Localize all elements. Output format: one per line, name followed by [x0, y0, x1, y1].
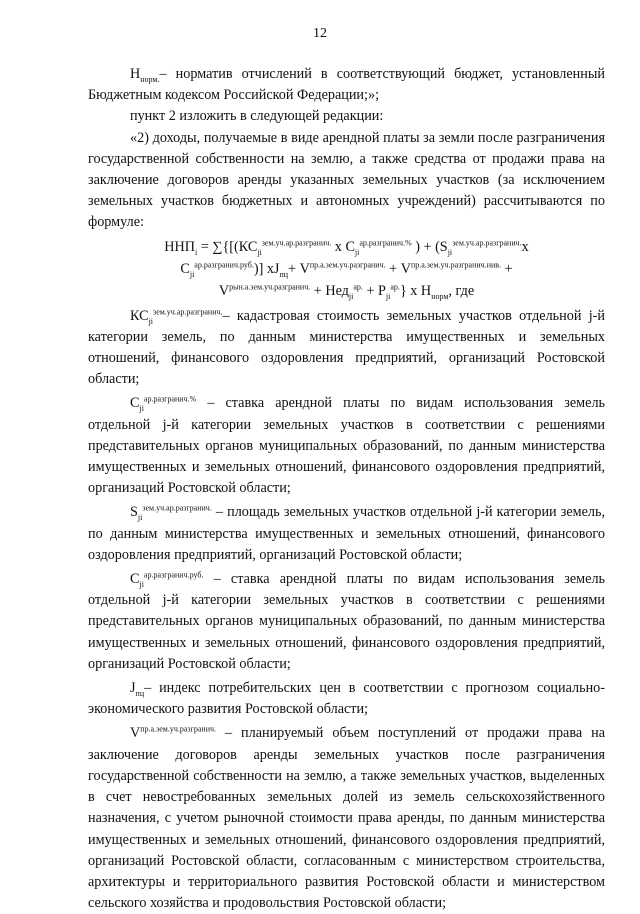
- definition-symbol: J: [130, 680, 136, 697]
- formula-subscript: ji: [257, 247, 262, 257]
- paragraph-norm-definition: [88, 64, 605, 106]
- definition-symbol: С: [130, 395, 140, 412]
- definition-c-rub: [88, 569, 605, 675]
- formula-superscript: ар.: [353, 281, 363, 291]
- formula-subscript: ji: [354, 247, 360, 257]
- definition-text: – кадастровая стоимость земельных участков отдельной j-й категории земель, по данным министерства имущественных и земельных отношений, финансового оздоровления предприятий, организаций Ростовской области;: [88, 307, 605, 388]
- formula-term: + Нед: [310, 282, 349, 299]
- definition-text: – ставка арендной платы по видам использования земель отдельной j-й категории земельных участков в соответствии с решениями представительных органов муниципальных образований, по данным министерства имущественных и земельных отношений, финансового оздоровления предприятий, организаций Ростовской области;: [88, 571, 605, 672]
- formula-superscript: зем.уч.ар.разгранич.: [261, 237, 332, 247]
- symbol-h-norm-subscript: норм.: [140, 74, 160, 84]
- definition-subscript: ji: [139, 579, 144, 589]
- formula-term: )] хJ: [253, 260, 280, 277]
- formula-term: } х Н: [399, 282, 432, 299]
- formula-term: + V: [288, 260, 310, 277]
- formula-superscript: ар.разгранич.руб.: [194, 259, 254, 269]
- definition-subscript: ji: [137, 513, 143, 523]
- definition-j-cpi: [88, 678, 605, 720]
- formula-subscript: ji: [189, 269, 195, 279]
- definition-text: – ставка арендной платы по видам использования земель отдельной j-й категории земельных участков в соответствии с решениями представительных органов муниципальных образований, по данным министерства имущественных и земельных отношений, финансового оздоровления предприятий, организаций Ростовской области;: [88, 395, 605, 497]
- formula-term: V: [218, 282, 230, 299]
- formula-term: +: [501, 260, 513, 277]
- definition-s-area: [88, 502, 605, 566]
- paragraph-point-2: пункт 2 изложить в следующей редакции:: [130, 108, 384, 125]
- definition-symbol: V: [130, 725, 141, 742]
- definition-superscript: ар.разгранич.%: [143, 394, 197, 404]
- formula-term: + Р: [362, 282, 386, 299]
- symbol-h-norm: Н: [130, 66, 141, 82]
- formula-term: х: [521, 238, 529, 255]
- definition-superscript: ар.разгранич.руб.: [143, 570, 204, 580]
- definition-text: – площадь земельных участков отдельной j-й категории земель, по данным министерства имущественных и земельных отношений, финансового оздоровления предприятий, организаций Ростовской области;: [88, 504, 605, 563]
- formula-subscript: i: [195, 247, 198, 257]
- formula-superscript: рын.а.зем.уч.разгранич.: [229, 281, 311, 291]
- definition-subscript: ji: [148, 316, 154, 326]
- formula-superscript: пр.а.зем.уч.разгранич.нив.: [410, 259, 502, 269]
- formula-term: + V: [385, 260, 411, 277]
- formula-line-2: [88, 258, 605, 280]
- formula-subscript: норм: [431, 291, 449, 301]
- paragraph-text: – норматив отчислений в соответствующий бюджет, установленный Бюджетным кодексом Российской Федерации;»;: [88, 66, 605, 104]
- formula-nnp: [88, 236, 605, 302]
- formula-subscript: пц: [279, 269, 289, 279]
- definition-symbol: С: [130, 571, 140, 588]
- definition-superscript: зем.уч.ар.разгранич.: [142, 503, 212, 513]
- definition-text: – индекс потребительских цен в соответствии с прогнозом социально-экономического развития Ростовской области;: [88, 680, 605, 718]
- formula-superscript: зем.уч.ар.разгранич.: [452, 237, 522, 247]
- formula-term: С: [180, 260, 190, 277]
- definition-c-percent: [88, 393, 605, 499]
- formula-term: х С: [331, 238, 355, 255]
- definition-symbol: S: [130, 504, 138, 521]
- formula-term: ) + (S: [411, 238, 448, 255]
- formula-term: = ∑{[(КС: [197, 238, 258, 255]
- formula-subscript: ji: [447, 247, 453, 257]
- paragraph-income-intro: «2) доходы, получаемые в виде арендной платы за земли после разграничения государственной собственности на землю, а также средства от продажи права на заключение договоров аренды указанных земельных участков (за исключением земельных участков бюджетных и автономных учреждений) рассчитываются по формуле:: [88, 129, 605, 231]
- definition-text: – планируемый объем поступлений от продажи права на заключение договоров аренды земельных участков после разграничения государственной собственности на землю, а также земельных участков, выделенных в счет невостребованных земельных долей из земель сельскохозяйственного назначения, с учетом рыночной стоимости права аренды, по данным министерства имущественных и земельных отношений, финансового оздоровления предприятий, организаций Ростовской области, согласованным с министерством строительства, архитектуры и территориального развития Ростовской области и министерством сельского хозяйства и продовольствия Ростовской области;: [88, 725, 605, 912]
- definition-superscript: зем.уч.ар.разгранич.: [153, 306, 223, 316]
- definition-subscript: ji: [139, 404, 144, 414]
- definition-symbol: КС: [130, 307, 149, 324]
- formula-term: , где: [448, 282, 475, 299]
- formula-line-3: [88, 280, 605, 302]
- definition-subscript: пц: [135, 688, 145, 698]
- formula-superscript: пр.а.зем.уч.разгранич.: [309, 259, 386, 269]
- formula-term: ННП: [164, 238, 196, 255]
- formula-line-1: [88, 236, 605, 258]
- document-body: [88, 64, 605, 914]
- definition-v-sale: [88, 723, 605, 914]
- formula-subscript: ji: [385, 291, 391, 301]
- definition-ks: [88, 306, 605, 391]
- formula-subscript: ji: [348, 291, 354, 301]
- page-number: 12: [313, 26, 327, 41]
- formula-superscript: ар.: [390, 281, 400, 291]
- formula-superscript: ар.разгранич.%: [359, 237, 412, 247]
- definition-superscript: пр.а.зем.уч.разгранич.: [140, 724, 217, 734]
